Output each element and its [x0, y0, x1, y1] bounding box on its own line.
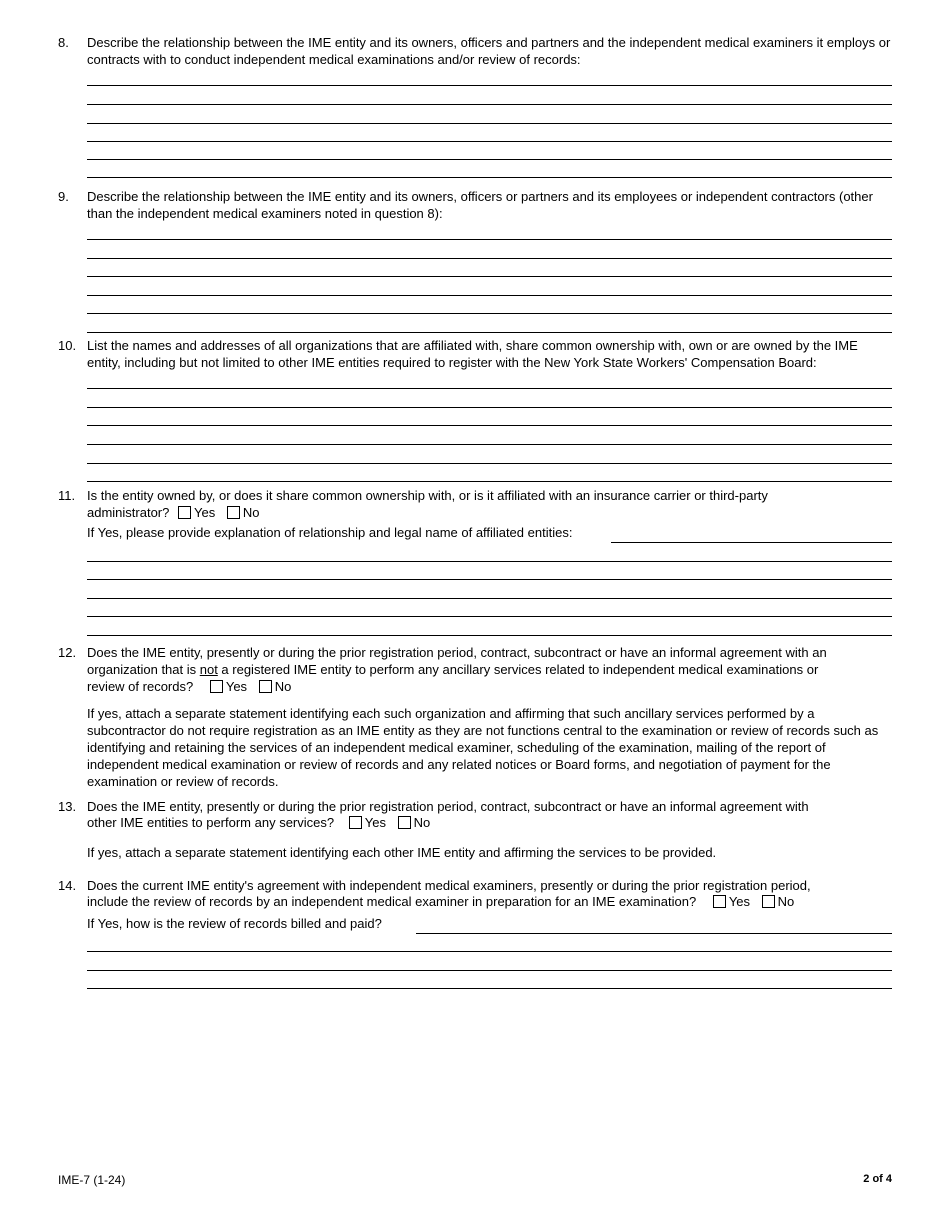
q13-yes-option[interactable] — [349, 814, 386, 831]
q12-text-line1: Does the IME entity, presently or during the prior registration period, contract, subcontract or have an informal agreement with an — [87, 645, 827, 660]
answer-line[interactable] — [87, 123, 892, 124]
q13-followup: If yes, attach a separate statement identifying each other IME entity and affirming the services to be provided. — [87, 845, 717, 860]
q12-number: 12. — [58, 645, 77, 660]
q12-text-line2 — [87, 661, 893, 678]
q12-text-line3-row — [87, 678, 893, 695]
q13-text-line1: Does the IME entity, presently or during the prior registration period, contract, subcontract or have an informal agreement with — [87, 799, 809, 814]
answer-line[interactable] — [87, 407, 892, 408]
answer-line[interactable] — [87, 579, 892, 580]
q11-no-checkbox[interactable] — [227, 506, 240, 519]
q13-no-option[interactable] — [398, 814, 431, 831]
q12-text-line3: review of records? — [87, 679, 194, 694]
q11-text-line2: administrator? — [87, 505, 170, 520]
q12-no-option[interactable] — [259, 678, 292, 695]
q14-text-line2: include the review of records by an independent medical examiner in preparation for an IME examination? — [87, 894, 697, 909]
answer-line[interactable] — [87, 425, 892, 426]
answer-line[interactable] — [87, 463, 892, 464]
q11-yes-checkbox[interactable] — [178, 506, 191, 519]
q11-text-line2-row — [87, 504, 893, 521]
answer-line[interactable] — [87, 104, 892, 105]
q13-no-label: No — [413, 815, 431, 830]
q11-yes-label: Yes — [194, 505, 216, 520]
q12-yes-label: Yes — [225, 679, 248, 694]
q13-yes-checkbox[interactable] — [349, 816, 362, 829]
answer-line[interactable] — [87, 388, 892, 389]
q9-number: 9. — [58, 189, 69, 204]
q14-no-option[interactable] — [762, 893, 795, 910]
answer-line[interactable] — [87, 177, 892, 178]
q8-text: Describe the relationship between the IME entity and its owners, officers and partners and the independent medical examiners it employs or contracts with to conduct independent medical examinations and/or review of records: — [87, 35, 891, 67]
q8-number: 8. — [58, 35, 69, 50]
q12-text-line2-b: a registered IME entity to perform any ancillary services related to independent medical examinations or — [217, 662, 819, 677]
q14-text-line2-row — [87, 893, 893, 910]
q12-yes-checkbox[interactable] — [210, 680, 223, 693]
q14-yes-checkbox[interactable] — [713, 895, 726, 908]
answer-line[interactable] — [87, 332, 892, 333]
q12-followup: If yes, attach a separate statement identifying each such organization and affirming that such ancillary services performed by a subcontractor do not require registration as an IME entity as they are not functions central to the examination or review of records such as identifying and retaining the services of an independent medical examiner, scheduling of the examination, mailing of the report of independent medical examination or review of records and any related notices or Board forms, and negotiation of payment for the examination or review of records. — [87, 706, 879, 789]
answer-line[interactable] — [416, 933, 892, 934]
q11-text-line1: Is the entity owned by, or does it share common ownership with, or is it affiliated with an insurance carrier or third-party — [87, 488, 768, 503]
q14-no-checkbox[interactable] — [762, 895, 775, 908]
q10-number: 10. — [58, 338, 77, 353]
answer-line[interactable] — [87, 598, 892, 599]
q11-number: 11. — [58, 488, 76, 503]
q10-text: List the names and addresses of all organizations that are affiliated with, share common ownership with, own or are owned by the IME entity, including but not limited to other IME entities required to register with the New York State Workers' Compensation Board: — [87, 338, 858, 370]
answer-line[interactable] — [87, 313, 892, 314]
answer-line[interactable] — [87, 970, 892, 971]
answer-line[interactable] — [87, 239, 892, 240]
q14-text-line1: Does the current IME entity's agreement with independent medical examiners, presently or during the prior registration period, — [87, 878, 811, 893]
q13-text-line2-row — [87, 814, 893, 831]
answer-line[interactable] — [87, 561, 892, 562]
answer-line[interactable] — [87, 159, 892, 160]
answer-line[interactable] — [87, 295, 892, 296]
answer-line[interactable] — [87, 85, 892, 86]
q14-followup: If Yes, how is the review of records billed and paid? — [87, 916, 382, 931]
answer-line[interactable] — [87, 481, 892, 482]
form-id: IME-7 (1-24) — [58, 1173, 126, 1187]
q12-not-emphasis: not — [199, 662, 218, 677]
answer-line[interactable] — [87, 988, 892, 989]
q12-yes-option[interactable] — [210, 678, 247, 695]
q11-no-option[interactable] — [227, 504, 260, 521]
q11-yes-option[interactable] — [178, 504, 215, 521]
answer-line[interactable] — [87, 951, 892, 952]
q14-no-label: No — [777, 894, 795, 909]
answer-line[interactable] — [87, 276, 892, 277]
answer-line[interactable] — [87, 141, 892, 142]
q12-no-label: No — [274, 679, 292, 694]
answer-line[interactable] — [87, 444, 892, 445]
q14-yes-label: Yes — [728, 894, 751, 909]
q13-number: 13. — [58, 799, 77, 814]
q11-no-label: No — [242, 505, 260, 520]
q14-yes-option[interactable] — [713, 893, 750, 910]
q12-no-checkbox[interactable] — [259, 680, 272, 693]
page-number: 2 of 4 — [863, 1173, 892, 1185]
answer-line[interactable] — [87, 616, 892, 617]
answer-line[interactable] — [87, 258, 892, 259]
q14-number: 14. — [58, 878, 77, 893]
q12-text-line2-a: organization that is — [87, 662, 200, 677]
q13-text-line2: other IME entities to perform any services? — [87, 815, 335, 830]
answer-line[interactable] — [611, 542, 892, 543]
q13-yes-label: Yes — [364, 815, 386, 830]
q13-no-checkbox[interactable] — [398, 816, 411, 829]
q9-text: Describe the relationship between the IME entity and its owners, officers or partners and its employees or independent contractors (other than the independent medical examiners noted in question 8): — [87, 189, 873, 221]
answer-line[interactable] — [87, 635, 892, 636]
q11-followup: If Yes, please provide explanation of relationship and legal name of affiliated entities: — [87, 525, 573, 540]
